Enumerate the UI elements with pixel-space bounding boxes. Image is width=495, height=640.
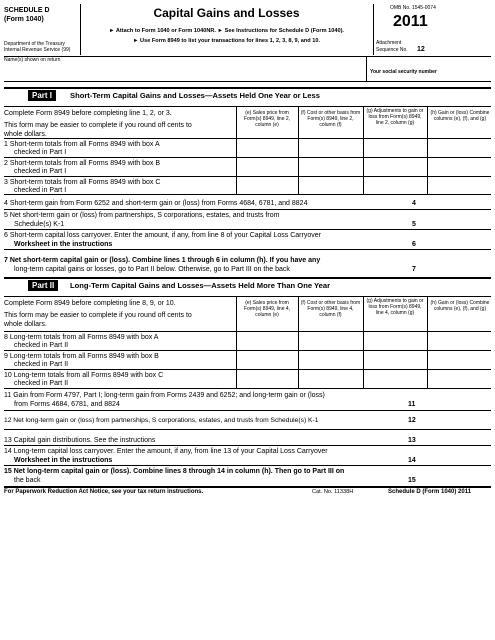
line-4-text: 4 Short-term gain from Form 6252 and short-term gain or (loss) from Forms 4684, 6781, and 8824 xyxy=(4,200,308,207)
line-11-rule xyxy=(4,410,491,411)
line-6-rule xyxy=(4,249,491,250)
name-rule xyxy=(4,81,491,82)
ssn-divider xyxy=(366,56,367,81)
line-5-text: 5 Net short-term gain or (loss) from partnerships, S corporations, estates, and trusts from xyxy=(4,212,280,219)
p1-col-e-line xyxy=(236,106,237,194)
line-3-text-2: checked in Part I xyxy=(14,187,67,194)
form-label: (Form 1040) xyxy=(4,16,44,23)
ssn-label: Your social security number xyxy=(370,69,437,75)
line-1-text-2: checked in Part I xyxy=(14,149,67,156)
p1-col-f-header: (f) Cost or other basis from Form(s) 8949, line 2, column (f) xyxy=(300,110,361,128)
part2-top-rule xyxy=(4,277,491,279)
p2-col-e-line xyxy=(236,296,237,388)
line-4-rule xyxy=(4,209,491,210)
line-13-rule xyxy=(4,445,491,446)
p1-header-rule xyxy=(4,138,491,139)
form-8949-instruction: ► Use Form 8949 to list your transactions for lines 1, 2, 3, 8, 9, and 10. xyxy=(132,38,321,44)
part1-title-rule xyxy=(4,106,491,107)
part1-top-rule xyxy=(4,87,491,89)
line-14-text: 14 Long-term capital loss carryover. Enter the amount, if any, from line 13 of your Capital Loss Carryover xyxy=(4,448,328,455)
line-14-number: 14 xyxy=(408,457,416,464)
line-7-text: 7 Net short-term capital gain or (loss). Combine lines 1 through 6 in column (h). If you have any xyxy=(4,257,321,264)
line-3-rule xyxy=(4,194,491,195)
line-8-text-2: checked in Part II xyxy=(14,342,69,349)
line-10-text: 10 Long-term totals from all Forms 8949 with box C xyxy=(4,372,164,379)
line-1-text: 1 Short-term totals from all Forms 8949 with box A xyxy=(4,141,160,148)
line-6-number: 6 xyxy=(412,241,416,248)
attachment-label: Attachment xyxy=(376,40,402,46)
line-3-text: 3 Short-term totals from all Forms 8949 with box C xyxy=(4,179,161,186)
part2-intro-3: whole dollars. xyxy=(4,321,47,328)
p2-col-f-header: (f) Cost or other basis from Form(s) 8949, line 4, column (f) xyxy=(300,300,361,318)
line-6-text: 6 Short-term capital loss carryover. Enter the amount, if any, from line 8 of your Capital Loss Carryover xyxy=(4,232,321,239)
line-6-text-2: Worksheet in the instructions xyxy=(14,241,113,248)
line-9-rule xyxy=(4,369,491,370)
line-5-text-2: Schedule(s) K-1 xyxy=(14,221,65,228)
part2-intro-2: This form may be easier to complete if you round off cents to xyxy=(4,312,192,319)
part1-intro-2: This form may be easier to complete if you round off cents to xyxy=(4,122,192,129)
sequence-label: Sequence No. xyxy=(376,47,408,53)
line-2-text-2: checked in Part I xyxy=(14,168,67,175)
line-2-rule xyxy=(4,176,491,177)
line-12-number: 12 xyxy=(408,417,416,424)
line-7-text-2: long-term capital gains or losses, go to Part II below. Otherwise, go to Part III on the back xyxy=(14,266,290,273)
line-5-rule xyxy=(4,229,491,230)
line-11-text-2: from Forms 4684, 6781, and 8824 xyxy=(14,401,120,408)
attach-instruction: ► Attach to Form 1040 or Form 1040NR. ► See Instructions for Schedule D (Form 1040). xyxy=(109,28,344,34)
footer-form-name: Schedule D (Form 1040) 2011 xyxy=(388,489,472,495)
p2-col-g-header: (g) Adjustments to gain or loss from Form(s) 8949, line 4, column (g) xyxy=(366,298,424,316)
line-13-number: 13 xyxy=(408,437,416,444)
line-13-text: 13 Capital gain distributions. See the instructions xyxy=(4,437,156,444)
part2-tag: Part II xyxy=(28,280,58,291)
line-9-text: 9 Long-term totals from all Forms 8949 with box B xyxy=(4,353,159,360)
line-4-number: 4 xyxy=(412,200,416,207)
p2-header-rule xyxy=(4,331,491,332)
p2-col-h-header: (h) Gain or (loss) Combine columns (e), (f), and (g) xyxy=(430,300,490,312)
catalog-number: Cat. No. 11338H xyxy=(312,489,354,495)
p2-col-e-header: (e) Sales price from Form(s) 8949, line 4, column (e) xyxy=(243,300,291,318)
line-10-rule xyxy=(4,388,491,389)
part1-intro-1: Complete Form 8949 before completing line 1, 2, or 3. xyxy=(4,110,172,117)
p1-col-g-line xyxy=(363,106,364,194)
footer-rule xyxy=(4,486,491,488)
omb-number: OMB No. 1545-0074 xyxy=(390,5,436,11)
sequence-number: 12 xyxy=(417,46,425,53)
line-12-text: 12 Net long-term gain or (loss) from partnerships, S corporations, estates, and trusts from Schedule(s) K-1 xyxy=(4,417,319,424)
line-8-text: 8 Long-term totals from all Forms 8949 with box A xyxy=(4,334,159,341)
line-5-number: 5 xyxy=(412,221,416,228)
line-10-text-2: checked in Part II xyxy=(14,380,69,387)
part2-intro-1: Complete Form 8949 before completing line 8, 9, or 10. xyxy=(4,300,176,307)
irs: Internal Revenue Service (99) xyxy=(4,47,71,53)
p1-col-h-line xyxy=(427,106,428,194)
line-7-number: 7 xyxy=(412,266,416,273)
line-9-text-2: checked in Part II xyxy=(14,361,69,368)
p2-col-h-line xyxy=(427,296,428,388)
part2-title: Long-Term Capital Gains and Losses—Assets Held More Than One Year xyxy=(70,281,331,290)
part2-title-rule xyxy=(4,296,491,297)
part1-intro-3: whole dollars. xyxy=(4,131,47,138)
line-15-number: 15 xyxy=(408,477,416,484)
tax-year: 2011 xyxy=(393,13,428,30)
paperwork-notice: For Paperwork Reduction Act Notice, see your tax return instructions. xyxy=(4,489,204,495)
header-rule xyxy=(4,56,491,57)
line-11-number: 11 xyxy=(408,401,416,408)
line-1-rule xyxy=(4,157,491,158)
line-2-text: 2 Short-term totals from all Forms 8949 with box B xyxy=(4,160,160,167)
line-14-text-2: Worksheet in the instructions xyxy=(14,457,113,464)
part1-title: Short-Term Capital Gains and Losses—Assets Held One Year or Less xyxy=(70,91,320,100)
line-12-rule xyxy=(4,429,491,430)
header-divider-right xyxy=(373,4,374,55)
line-14-rule xyxy=(4,465,491,466)
p2-col-g-line xyxy=(363,296,364,388)
p1-col-e-header: (e) Sales price from Form(s) 8949, line 2, column (e) xyxy=(243,110,291,128)
p1-col-h-header: (h) Gain or (loss) Combine columns (e), (f), and (g) xyxy=(430,110,490,122)
line-15-text-2: the back xyxy=(14,477,41,484)
line-11-text: 11 Gain from Form 4797, Part I; long-term gain from Forms 2439 and 6252; and long-term gain or (loss) xyxy=(4,392,325,399)
p1-col-f-line xyxy=(298,106,299,194)
department: Department of the Treasury xyxy=(4,41,65,47)
form-title: Capital Gains and Losses xyxy=(153,6,300,20)
part1-tag: Part I xyxy=(28,90,56,101)
p1-col-g-header: (g) Adjustments to gain or loss from Form(s) 8949, line 2, column (g) xyxy=(366,108,424,126)
schedule-label: SCHEDULE D xyxy=(4,7,50,14)
line-8-rule xyxy=(4,350,491,351)
line-15-text: 15 Net long-term capital gain or (loss). Combine lines 8 through 14 in column (h). Then go to Part III on xyxy=(4,468,345,475)
p2-col-f-line xyxy=(298,296,299,388)
name-label: Name(s) shown on return xyxy=(4,57,61,63)
